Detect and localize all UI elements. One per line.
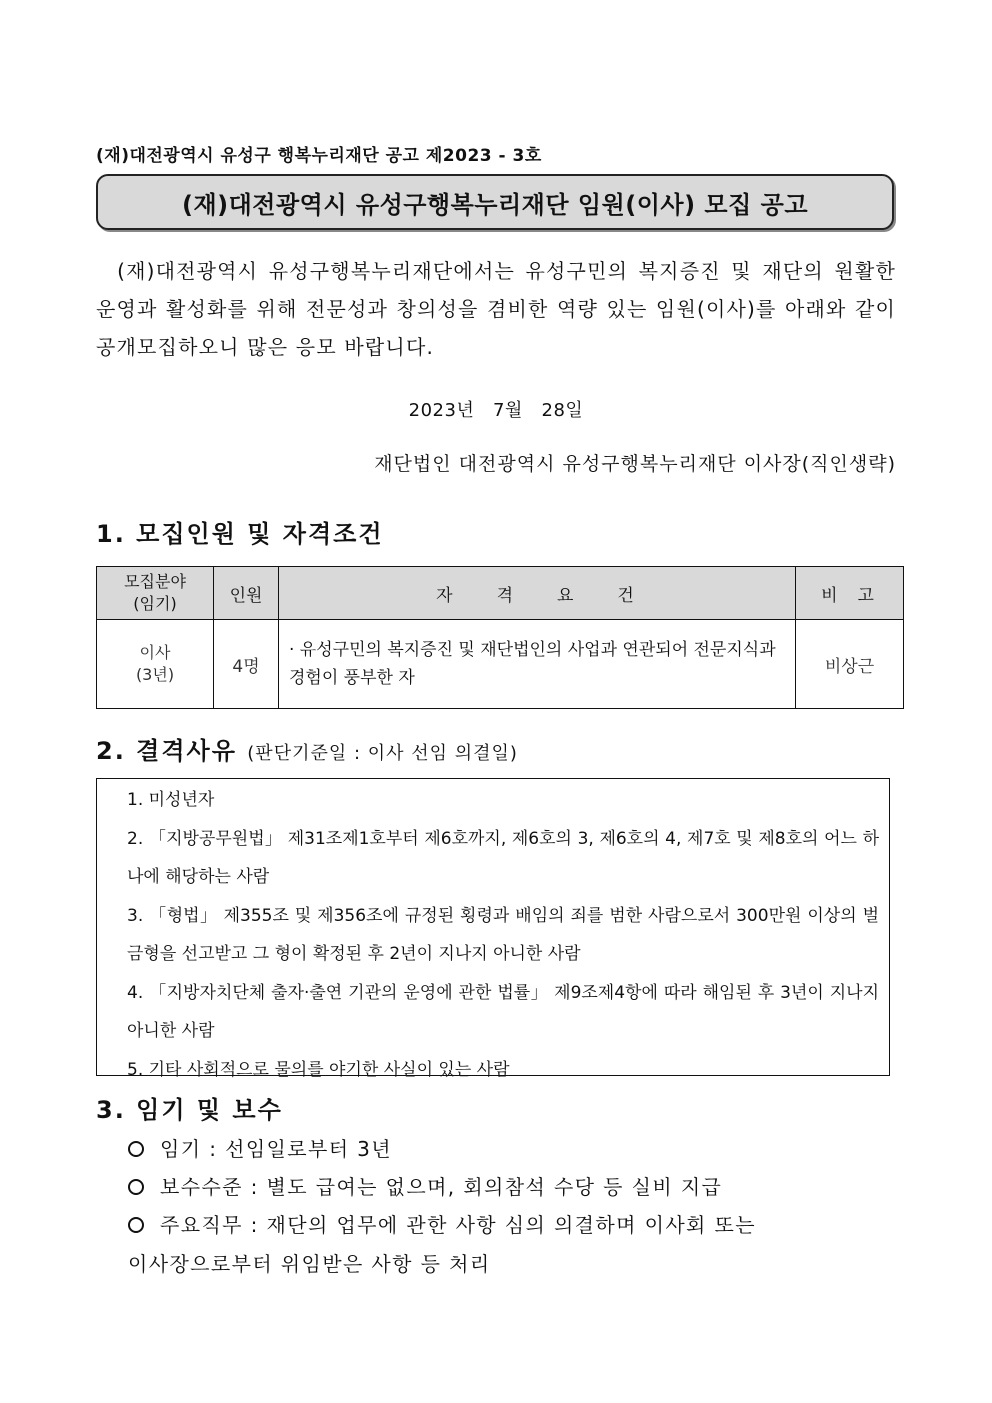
disqualification-box [96, 778, 890, 1080]
list-item: 1. 미성년자 [127, 790, 215, 810]
header-requirement-label: 자격요건 [436, 585, 678, 606]
header-note-label: 비고 [821, 585, 894, 606]
circle-bullet-icon [128, 1179, 144, 1195]
duty-item [128, 1209, 756, 1238]
document-number: (재)대전광역시 유성구 행복누리재단 공고 제2023 - 3호 [96, 146, 542, 166]
circle-bullet-icon [128, 1217, 144, 1233]
section1-heading: 1. 모집인원 및 자격조건 [96, 520, 384, 548]
page-title: (재)대전광역시 유성구행복누리재단 임원(이사) 모집 공고 [181, 190, 809, 219]
intro-text: (재)대전광역시 유성구행복누리재단에서는 유성구민의 복지증진 및 재단의 원활한 운영과 활성화를 위해 전문성과 창의성을 겸비한 역량 있는 임원(이사)를 아래와 같이 공개모집하오니 많은 응모 바랍니다. [96, 259, 896, 359]
list-item: 3. 「형법」 제355조 및 제356조에 규정된 횡령과 배임의 죄를 범한 사람으로서 300만원 이상의 벌금형을 선고받고 그 형이 확정된 후 2년이 지나지 아니한 사람 [127, 905, 879, 964]
list-item: 2. 「지방공무원법」 제31조제1호부터 제6호까지, 제6호의 3, 제6호의 4, 제7호 및 제8호의 어느 하나에 해당하는 사람 [127, 828, 879, 887]
header-field [97, 567, 214, 620]
pay-item-text: 보수수준 : 별도 급여는 없으며, 회의참석 수당 등 실비 지급 [160, 1175, 723, 1199]
issuer: 재단법인 대전광역시 유성구행복누리재단 이사장(직인생략) [374, 453, 896, 475]
header-count: 인원 [214, 567, 279, 620]
list-item: 5. 기타 사회적으로 물의를 야기한 사실이 있는 사람 [127, 1059, 510, 1080]
cell-note: 비상근 [796, 620, 904, 709]
title-box [96, 174, 894, 230]
section2-subtitle: (판단기준일 : 이사 선임 의결일) [247, 743, 518, 764]
term-item-text: 임기 : 선임일로부터 3년 [160, 1137, 393, 1161]
section2-title: 2. 결격사유 [96, 737, 237, 765]
table-header-row [97, 567, 904, 620]
cell-requirement: · 유성구민의 복지증진 및 재단법인의 사업과 연관되어 전문지식과 경험이 풍부한 자 [279, 620, 796, 709]
cell-count: 4명 [214, 620, 279, 709]
announcement-date: 2023년 7월 28일 [408, 400, 584, 421]
header-field-label: 모집분야 [124, 572, 186, 591]
duty-item-text: 주요직무 : 재단의 업무에 관한 사항 심의 의결하며 이사회 또는 [160, 1213, 756, 1237]
cell-term-value: (3년) [135, 665, 175, 684]
circle-bullet-icon [128, 1141, 144, 1157]
intro-paragraph [96, 252, 896, 366]
section2-heading [96, 731, 518, 766]
header-term-label: (임기) [133, 594, 177, 613]
duty-continuation: 이사장으로부터 위임받은 사항 등 처리 [128, 1252, 491, 1276]
list-item: 4. 「지방자치단체 출자·출연 기관의 운영에 관한 법률」 제9조제4항에 따라 해임된 후 3년이 지나지 아니한 사람 [127, 982, 879, 1041]
section3-heading: 3. 임기 및 보수 [96, 1096, 283, 1124]
header-note [796, 567, 904, 620]
pay-item [128, 1171, 722, 1200]
cell-field [97, 620, 214, 709]
cell-field-value: 이사 [139, 643, 171, 662]
header-requirement [279, 567, 796, 620]
table-row [97, 620, 904, 709]
term-item [128, 1133, 392, 1162]
recruit-table [96, 566, 904, 709]
